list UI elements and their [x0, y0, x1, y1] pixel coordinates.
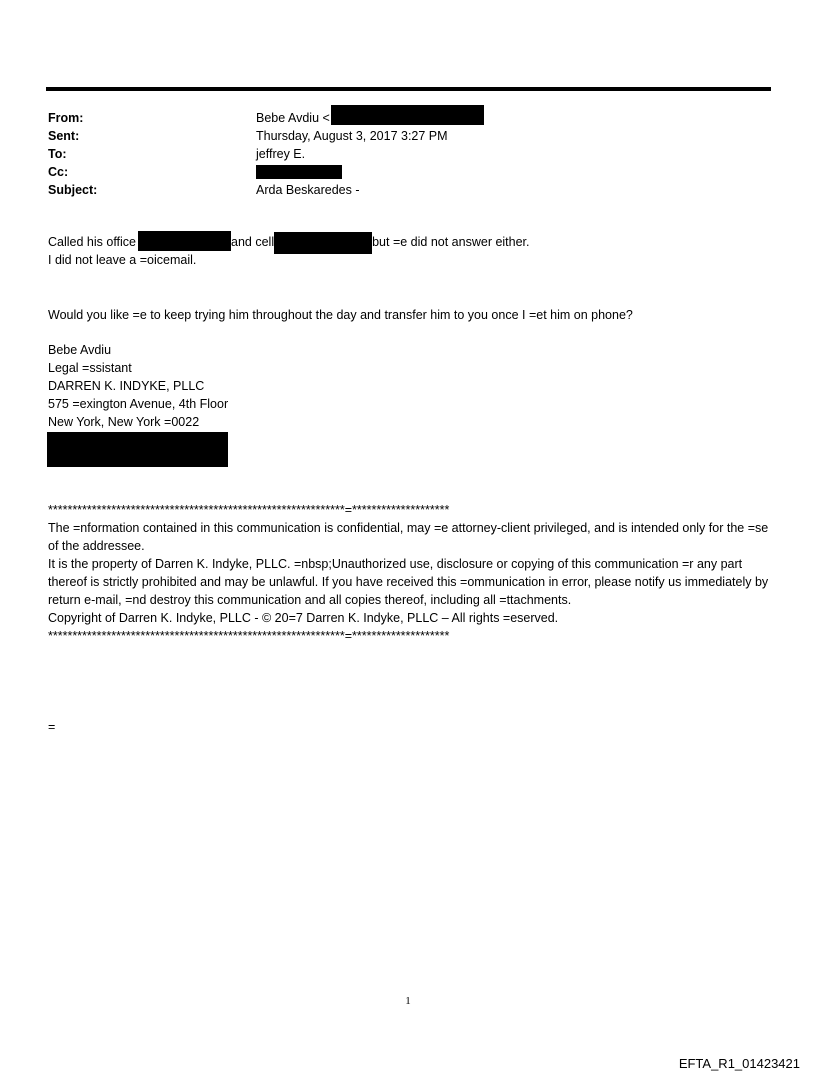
sent-row	[48, 127, 768, 145]
body-text: and cell	[231, 235, 275, 249]
from-value	[256, 109, 484, 127]
cc-label: Cc:	[48, 165, 69, 179]
body-text: but =e did not answer either.	[372, 235, 530, 249]
body-line-2: I did not leave a =oicemail.	[48, 253, 197, 267]
cc-value	[256, 163, 342, 181]
body-text: Called his office	[48, 235, 137, 249]
redaction-box	[256, 165, 342, 179]
document-id: EFTA_R1_01423421	[678, 1056, 800, 1071]
signature-line: Bebe Avdiu	[48, 343, 112, 357]
separator-top: *************************************************************=********************	[48, 503, 450, 517]
trailing-char: =	[48, 720, 56, 734]
to-label: To:	[48, 147, 67, 161]
subject-row	[48, 181, 768, 199]
subject-label: Subject:	[48, 183, 98, 197]
header-rule	[46, 87, 771, 91]
subject-value: Arda Beskaredes -	[256, 183, 360, 197]
signature-line: Legal =ssistant	[48, 361, 132, 375]
sent-value: Thursday, August 3, 2017 3:27 PM	[256, 129, 448, 143]
message-intro	[48, 233, 778, 269]
to-row	[48, 145, 768, 163]
signature-line: DARREN K. INDYKE, PLLC	[48, 379, 205, 393]
page-number: 1	[405, 995, 411, 1007]
notice-paragraph: It is the property of Darren K. Indyke, PLLC. =nbsp;Unauthorized use, disclosure or copying of this communication =r any part thereof is strictly prohibited and may be unlawful. If you have received this =ommunication in error, please notify us immediately by return e-mail, =nd destroy this communication and all copies thereof, including all =ttachments.	[48, 557, 769, 607]
body-line-1	[48, 233, 778, 251]
from-label: From:	[48, 111, 84, 125]
redaction-box	[47, 432, 228, 467]
email-header	[48, 109, 768, 199]
redaction-box	[331, 105, 484, 125]
signature-line: New York, New York =0022	[48, 415, 200, 429]
to-value: jeffrey E.	[256, 147, 306, 161]
confidentiality-notice	[48, 501, 778, 645]
body-question: Would you like =e to keep trying him throughout the day and transfer him to you once I =et him on phone?	[48, 308, 633, 322]
cc-row	[48, 163, 768, 181]
signature	[48, 341, 778, 467]
from-row	[48, 109, 768, 127]
notice-paragraph: The =nformation contained in this communication is confidential, may =e attorney-client privileged, and is intended only for the =se of the addressee.	[48, 521, 769, 553]
from-name: Bebe Avdiu <	[256, 111, 330, 125]
redaction-box	[274, 232, 372, 254]
copyright-line: Copyright of Darren K. Indyke, PLLC - © 20=7 Darren K. Indyke, PLLC – All rights =eserved.	[48, 611, 559, 625]
redaction-box	[138, 231, 231, 251]
sent-label: Sent:	[48, 129, 80, 143]
separator-bottom: *************************************************************=********************	[48, 629, 450, 643]
signature-line: 575 =exington Avenue, 4th Floor	[48, 397, 229, 411]
